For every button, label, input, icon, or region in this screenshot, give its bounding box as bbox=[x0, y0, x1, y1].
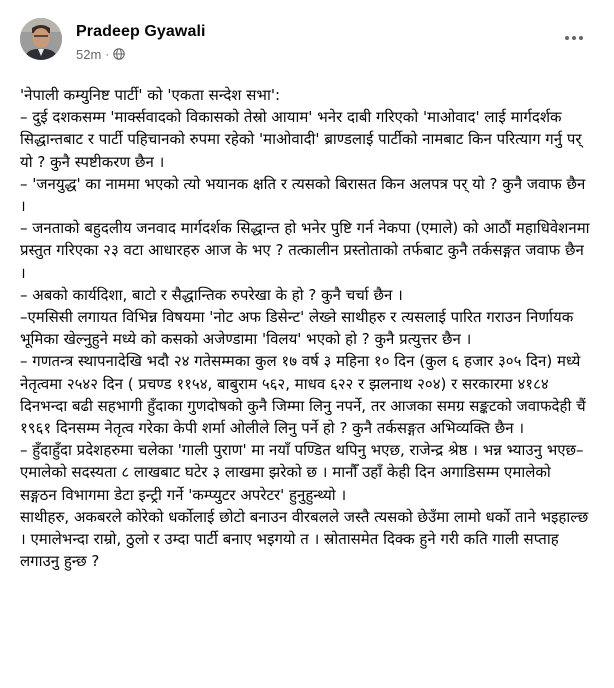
more-options-icon[interactable] bbox=[556, 20, 592, 56]
post-line: – अबको कार्यदिशा, बाटो र सैद्धान्तिक रुपरेखा के हो ? कुनै चर्चा छैन । bbox=[20, 285, 403, 304]
post-line: – दुई दशकसम्म 'मार्क्सवादको विकासको तेस्रो आयाम' भनेर दाबी गरिएको 'माओवाद' लाई मार्गदर्शक सिद्धान्तबाट र पार्टी पहिचानको रुपमा रहेको 'माओवादी' ब्राण्डलाई पार्टीको नामबाट किन परित्याग गर्नु पर् यो ? कुनै स्पष्टीकरण छैन । bbox=[20, 108, 582, 171]
post-line: – जनताको बहुदलीय जनवाद मार्गदर्शक सिद्धान्त हो भनेर पुष्टि गर्न नेकपा (एमाले) को आठौं महाधिवेशनमा प्रस्तुत गरिएका २३ वटा आधारहरु आज के भए ? तत्कालीन प्रस्तोताको तर्फबाट कुनै तर्कसङ्गत जवाफ छैन । bbox=[20, 219, 590, 282]
post-meta bbox=[76, 45, 125, 63]
post-time[interactable]: 52m bbox=[76, 46, 102, 62]
post-line: – हुँदाहुँदा प्रदेशहरुमा चलेका 'गाली पुराण' मा नयाँ पण्डित थपिनु भएछ, राजेन्द्र श्रेष्ठ । भन्न भ्याउनु भएछ– एमालेको सदस्यता ८ लाखबाट घटेर ३ लाखमा झरेको छ । मानौँ उहाँ केही दिन अगाडिसम्म एमालेको सङ्गठन विभागमा डेटा इन्ट्री गर्ने 'कम्प्युटर अपरेटर' हुनुहुन्थ्यो । bbox=[20, 441, 584, 504]
post-header bbox=[20, 18, 594, 80]
author-name[interactable]: Pradeep Gyawali bbox=[76, 23, 206, 40]
globe-icon[interactable] bbox=[113, 48, 125, 60]
post-text bbox=[20, 84, 590, 572]
post-line: साथीहरु, अकबरले कोरेको धर्कोलाई छोटो बनाउन वीरबलले जस्तै त्यसको छेउँमा लामो धर्को ताने भइहाल्छ । एमालेभन्दा राम्रो, ठुलो र उम्दा पार्टी बनाए भइगयो त । स्रोतासमेत दिक्क हुने गरी कति गाली सप्ताह लगाउनु हुन्छ ? bbox=[20, 507, 589, 571]
meta-separator: · bbox=[105, 47, 110, 61]
post-line: – गणतन्त्र स्थापनादेखि भदौ २४ गतेसम्मका कुल १७ वर्ष ३ महिना १० दिन (कुल ६ हजार ३०५ दिन) मध्ये नेतृत्वमा २५४२ दिन ( प्रचण्ड ११५४, बाबुराम ५६२, माधव ६२२ र झलनाथ २०४) र सरकारमा ४१८४ दिनभन्दा बढी सहभागी हुँदाका गुणदोषको कुनै जिम्मा लिनु नपर्ने, तर आजका समग्र सङ्कटको जवाफदेही चैं १९६१ दिनसम्म नेतृत्व गरेका केपी शर्मा ओलीले लिनु पर्ने हो ? कुनै तर्कसङ्गत अभिव्यक्ति छैन । bbox=[20, 352, 586, 438]
avatar[interactable] bbox=[20, 18, 62, 60]
avatar-image bbox=[20, 18, 62, 60]
post-line: – 'जनयुद्ध' का नाममा भएको त्यो भयानक क्षति र त्यसको बिरासत किन अलपत्र पर् यो ? कुनै जवाफ छैन । bbox=[20, 174, 586, 216]
post-line: 'नेपाली कम्युनिष्ट पार्टी' को 'एकता सन्देश सभा': bbox=[20, 86, 281, 104]
post-line: –एमसिसी लगायत विभिन्न विषयमा 'नोट अफ डिसेन्ट' लेख्ने साथीहरु र त्यसलाई पारित गराउन निर्णायक भूमिका खेल्नुहुने मध्ये को कसको अजेण्डामा 'विलय' भएको हो ? कुनै प्रत्युत्तर छैन । bbox=[20, 308, 574, 349]
